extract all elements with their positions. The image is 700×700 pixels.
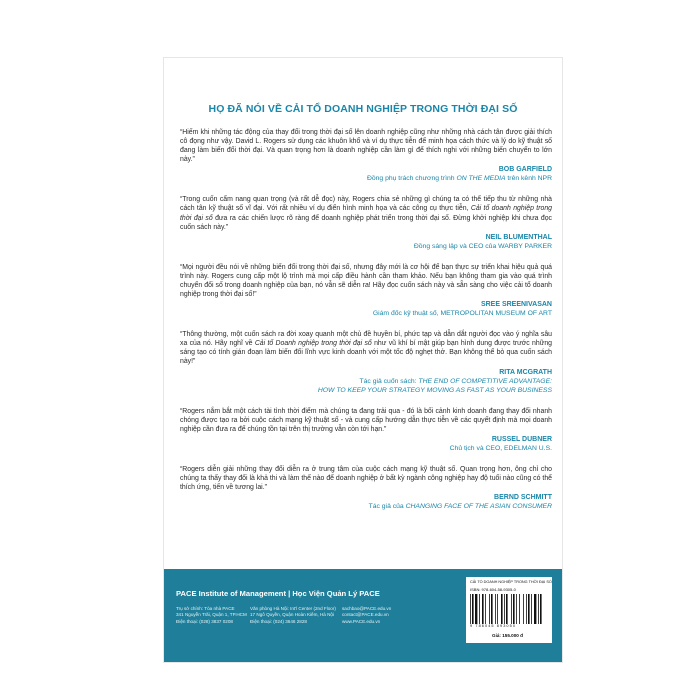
quote-author: SREE SREENIVASAN bbox=[480, 301, 552, 309]
testimonial-1 bbox=[180, 128, 552, 183]
barcode-bar bbox=[538, 594, 539, 624]
quote-text: “Rogers diễn giải những thay đổi diễn ra ở trung tâm của cuộc cách mạng kỹ thuật số. Quan trọng hơn, ông chỉ cho chúng ta thấy thay đổi là khả thi và làm thế nào để doanh nghiệp ở bất kỳ ngành công nghiệp hay độ tuổi nào cũng có thể thích ứng, tiến về tương lai.” bbox=[180, 465, 552, 491]
email-sales: sachbao@PACE.edu.vn bbox=[342, 606, 392, 611]
barcode-bar bbox=[506, 594, 508, 624]
quote-text: “Mọi người đều nói về những biến đổi trong thời đại số, nhưng đây mới là cơ hội để bạn thực sự triển khai hiệu quả quá trình này. Rogers cung cấp một lộ trình mà mọi cấp điều hành cần tham khảo. Nếu bạn không tham gia vào quá trình chuyển đổi số trong doanh nghiệp của bạn, nó vẫn sẽ diễn ra! Hãy đọc cuốn sách này và sẵn sàng cho việc cải tổ doanh nghiệp trong thời đại số!” bbox=[180, 263, 552, 299]
address-line: 341 Nguyễn Trãi, Quận 1, TP.HCM bbox=[176, 612, 247, 618]
barcode-bar bbox=[528, 594, 530, 624]
quote-text: “Rogers nắm bắt một cách tài tình thời điểm mà chúng ta đang trải qua - đó là bối cảnh kinh doanh đang thay đổi nhanh chóng được tạo ra bởi cuộc cách mạng kỹ thuật số - và cung cấp hướng dẫn thực tiễn về các quyết định mà mọi doanh nghiệp cần đưa ra để chúng tồn tại trên thị trường vẫn còn tới hạn.” bbox=[180, 407, 552, 433]
barcode-bar bbox=[479, 594, 480, 624]
role-text: Tác giả cuốn sách: bbox=[359, 377, 419, 385]
quote-author-role bbox=[180, 502, 552, 511]
barcode-bar bbox=[523, 594, 524, 624]
barcode-bar bbox=[519, 594, 520, 624]
quote-author-role bbox=[180, 174, 552, 183]
barcode-bar bbox=[482, 594, 484, 624]
quote-author-role bbox=[180, 377, 552, 386]
quote-book-title: Cải tổ doanh nghiệp trong thời đại số bbox=[180, 205, 552, 222]
barcode-bar bbox=[526, 594, 527, 624]
quote-book-title: Cải tổ Doanh nghiệp trong thời đại số bbox=[254, 340, 372, 348]
quote-author: NEIL BLUMENTHAL bbox=[485, 233, 552, 241]
testimonial-3 bbox=[180, 263, 552, 318]
quote-author: BERND SCHMITT bbox=[494, 494, 552, 502]
address-line: Văn phòng Hà Nội: Int'l Center (2nd Floor) bbox=[250, 606, 336, 611]
role-text: trên kênh NPR bbox=[505, 175, 552, 183]
role-italic-text: HOW TO KEEP YOUR STRATEGY MOVING AS FAST AS YOUR BUSINESS bbox=[317, 386, 552, 394]
barcode-bar bbox=[504, 594, 505, 624]
barcode-bar bbox=[534, 594, 536, 624]
quote-text-part: “Trong cuốn cẩm nang quan trọng (và rất dễ đọc) này, Rogers chia sẻ những gì chúng ta có thể tiếp thu từ những nhà cách tân kỹ thuật số vĩ đại. Với rất nhiều ví dụ điển hình minh họa và các công cụ thực tiễn, bbox=[180, 196, 552, 213]
barcode-bar bbox=[485, 594, 486, 624]
quote-author-role: Đồng sáng lập và CEO của WARBY PARKER bbox=[413, 242, 552, 250]
barcode-book-title: CẢI TỔ DOANH NGHIỆP TRONG THỜI ĐẠI SỐ bbox=[470, 580, 552, 584]
testimonial-6 bbox=[180, 465, 552, 511]
publisher-footer bbox=[164, 569, 562, 662]
quote-text bbox=[180, 195, 552, 231]
barcode-bar bbox=[513, 594, 515, 624]
address-line: Trụ sở chính: Tòa nhà PACE bbox=[176, 606, 235, 611]
barcode-bar bbox=[511, 594, 512, 624]
website: www.PACE.edu.vn bbox=[342, 618, 381, 624]
barcode-bar bbox=[470, 594, 471, 624]
price-label: Giá: 155.000 đ bbox=[492, 633, 523, 638]
quote-author: RUSSEL DUBNER bbox=[491, 435, 552, 443]
barcode-icon bbox=[470, 594, 548, 624]
barcode-bar bbox=[501, 594, 503, 624]
contact-info bbox=[342, 606, 391, 625]
barcode-label bbox=[466, 577, 552, 643]
address-line: 17 Ngô Quyền, Quận Hoàn Kiếm, Hà Nội bbox=[250, 612, 335, 618]
quote-author: BOB GARFIELD bbox=[498, 166, 552, 174]
quote-text-part: như vũ khí bí mật giúp bạn hình dung được trước những sáng tạo có tính gián đoạn làm biến đổi lĩnh vực kinh doanh với một tốc độ nghẹt thở. Bạn không thể bỏ qua cuốn sách này!” bbox=[180, 340, 552, 366]
quote-text bbox=[180, 330, 552, 366]
barcode-bar bbox=[475, 594, 477, 624]
quote-author-role: Giám đốc kỹ thuật số, METROPOLITAN MUSEUM OF ART bbox=[372, 310, 552, 318]
role-italic-text: THE END OF COMPETITIVE ADVANTAGE: bbox=[418, 377, 552, 385]
testimonial-4 bbox=[180, 330, 552, 394]
quote-author-role-line2 bbox=[180, 386, 552, 395]
barcode-bar bbox=[497, 594, 498, 624]
barcode-bar bbox=[495, 594, 496, 624]
role-italic-text: ON THE MEDIA bbox=[456, 175, 506, 183]
quote-author-role: Chủ tịch và CEO, EDELMAN U.S. bbox=[449, 444, 552, 452]
barcode-digits: 9 786045 893050 bbox=[470, 624, 517, 628]
isbn: ISBN: 978-604-58-9305-0 bbox=[470, 587, 516, 592]
testimonial-2 bbox=[180, 195, 552, 250]
address-line: Điện thoại: (024) 3646 2828 bbox=[250, 618, 307, 624]
barcode-bar bbox=[491, 594, 493, 624]
role-text: Tác giả của bbox=[368, 503, 406, 511]
barcode-bar bbox=[516, 594, 517, 624]
quote-text: “Hiếm khi những tác động của thay đổi trong thời đại số lên doanh nghiệp cũng như những nhà cách tân được giải thích cô đọng như vậy. David L. Rogers sử dụng các khuôn khổ và ví dụ thực tiễn để minh họa cách thức và lý do kỹ thuật số đang làm biến đổi thời đại. Và quan trọng hơn là doanh nghiệp cần làm gì để thích nghi với những biến chuyển to lớn này.” bbox=[180, 129, 552, 164]
cover-heading: HỌ ĐÃ NÓI VỀ CẢI TỔ DOANH NGHIỆP TRONG THỜI ĐẠI SỐ bbox=[208, 103, 518, 115]
barcode-bar bbox=[531, 594, 532, 624]
role-italic-text: CHANGING FACE OF THE ASIAN CONSUMER bbox=[405, 503, 552, 511]
quote-text-part: “Thông thường, một cuốn sách ra đời xoay quanh một chủ đề huyền bí, phức tạp và dẫn dắt người đọc vào ý nghĩa sâu xa của nó. Hãy nghĩ về bbox=[180, 331, 552, 348]
testimonials bbox=[180, 128, 552, 523]
address-line: Điện thoại: (028) 3837 0208 bbox=[176, 618, 233, 624]
hcm-office-address bbox=[176, 606, 247, 625]
role-text: Đồng phụ trách chương trình bbox=[366, 175, 457, 183]
barcode-bar bbox=[472, 594, 474, 624]
quote-text-part: đưa ra các chiến lược rõ ràng để doanh nghiệp phát triển trong thời đại số. Đừng khởi nghiệp khi chưa đọc cuốn sách này.” bbox=[180, 214, 552, 231]
testimonial-5 bbox=[180, 407, 552, 453]
publisher-name: PACE Institute of Management | Học Viện Quản Lý PACE bbox=[176, 589, 380, 598]
email-contact: contact@PACE.edu.vn bbox=[342, 612, 389, 618]
book-back-cover bbox=[164, 58, 562, 662]
hanoi-office-address bbox=[250, 606, 336, 625]
quote-author: RITA MCGRATH bbox=[499, 368, 552, 376]
barcode-bar bbox=[489, 594, 490, 624]
barcode-bar bbox=[540, 594, 542, 624]
